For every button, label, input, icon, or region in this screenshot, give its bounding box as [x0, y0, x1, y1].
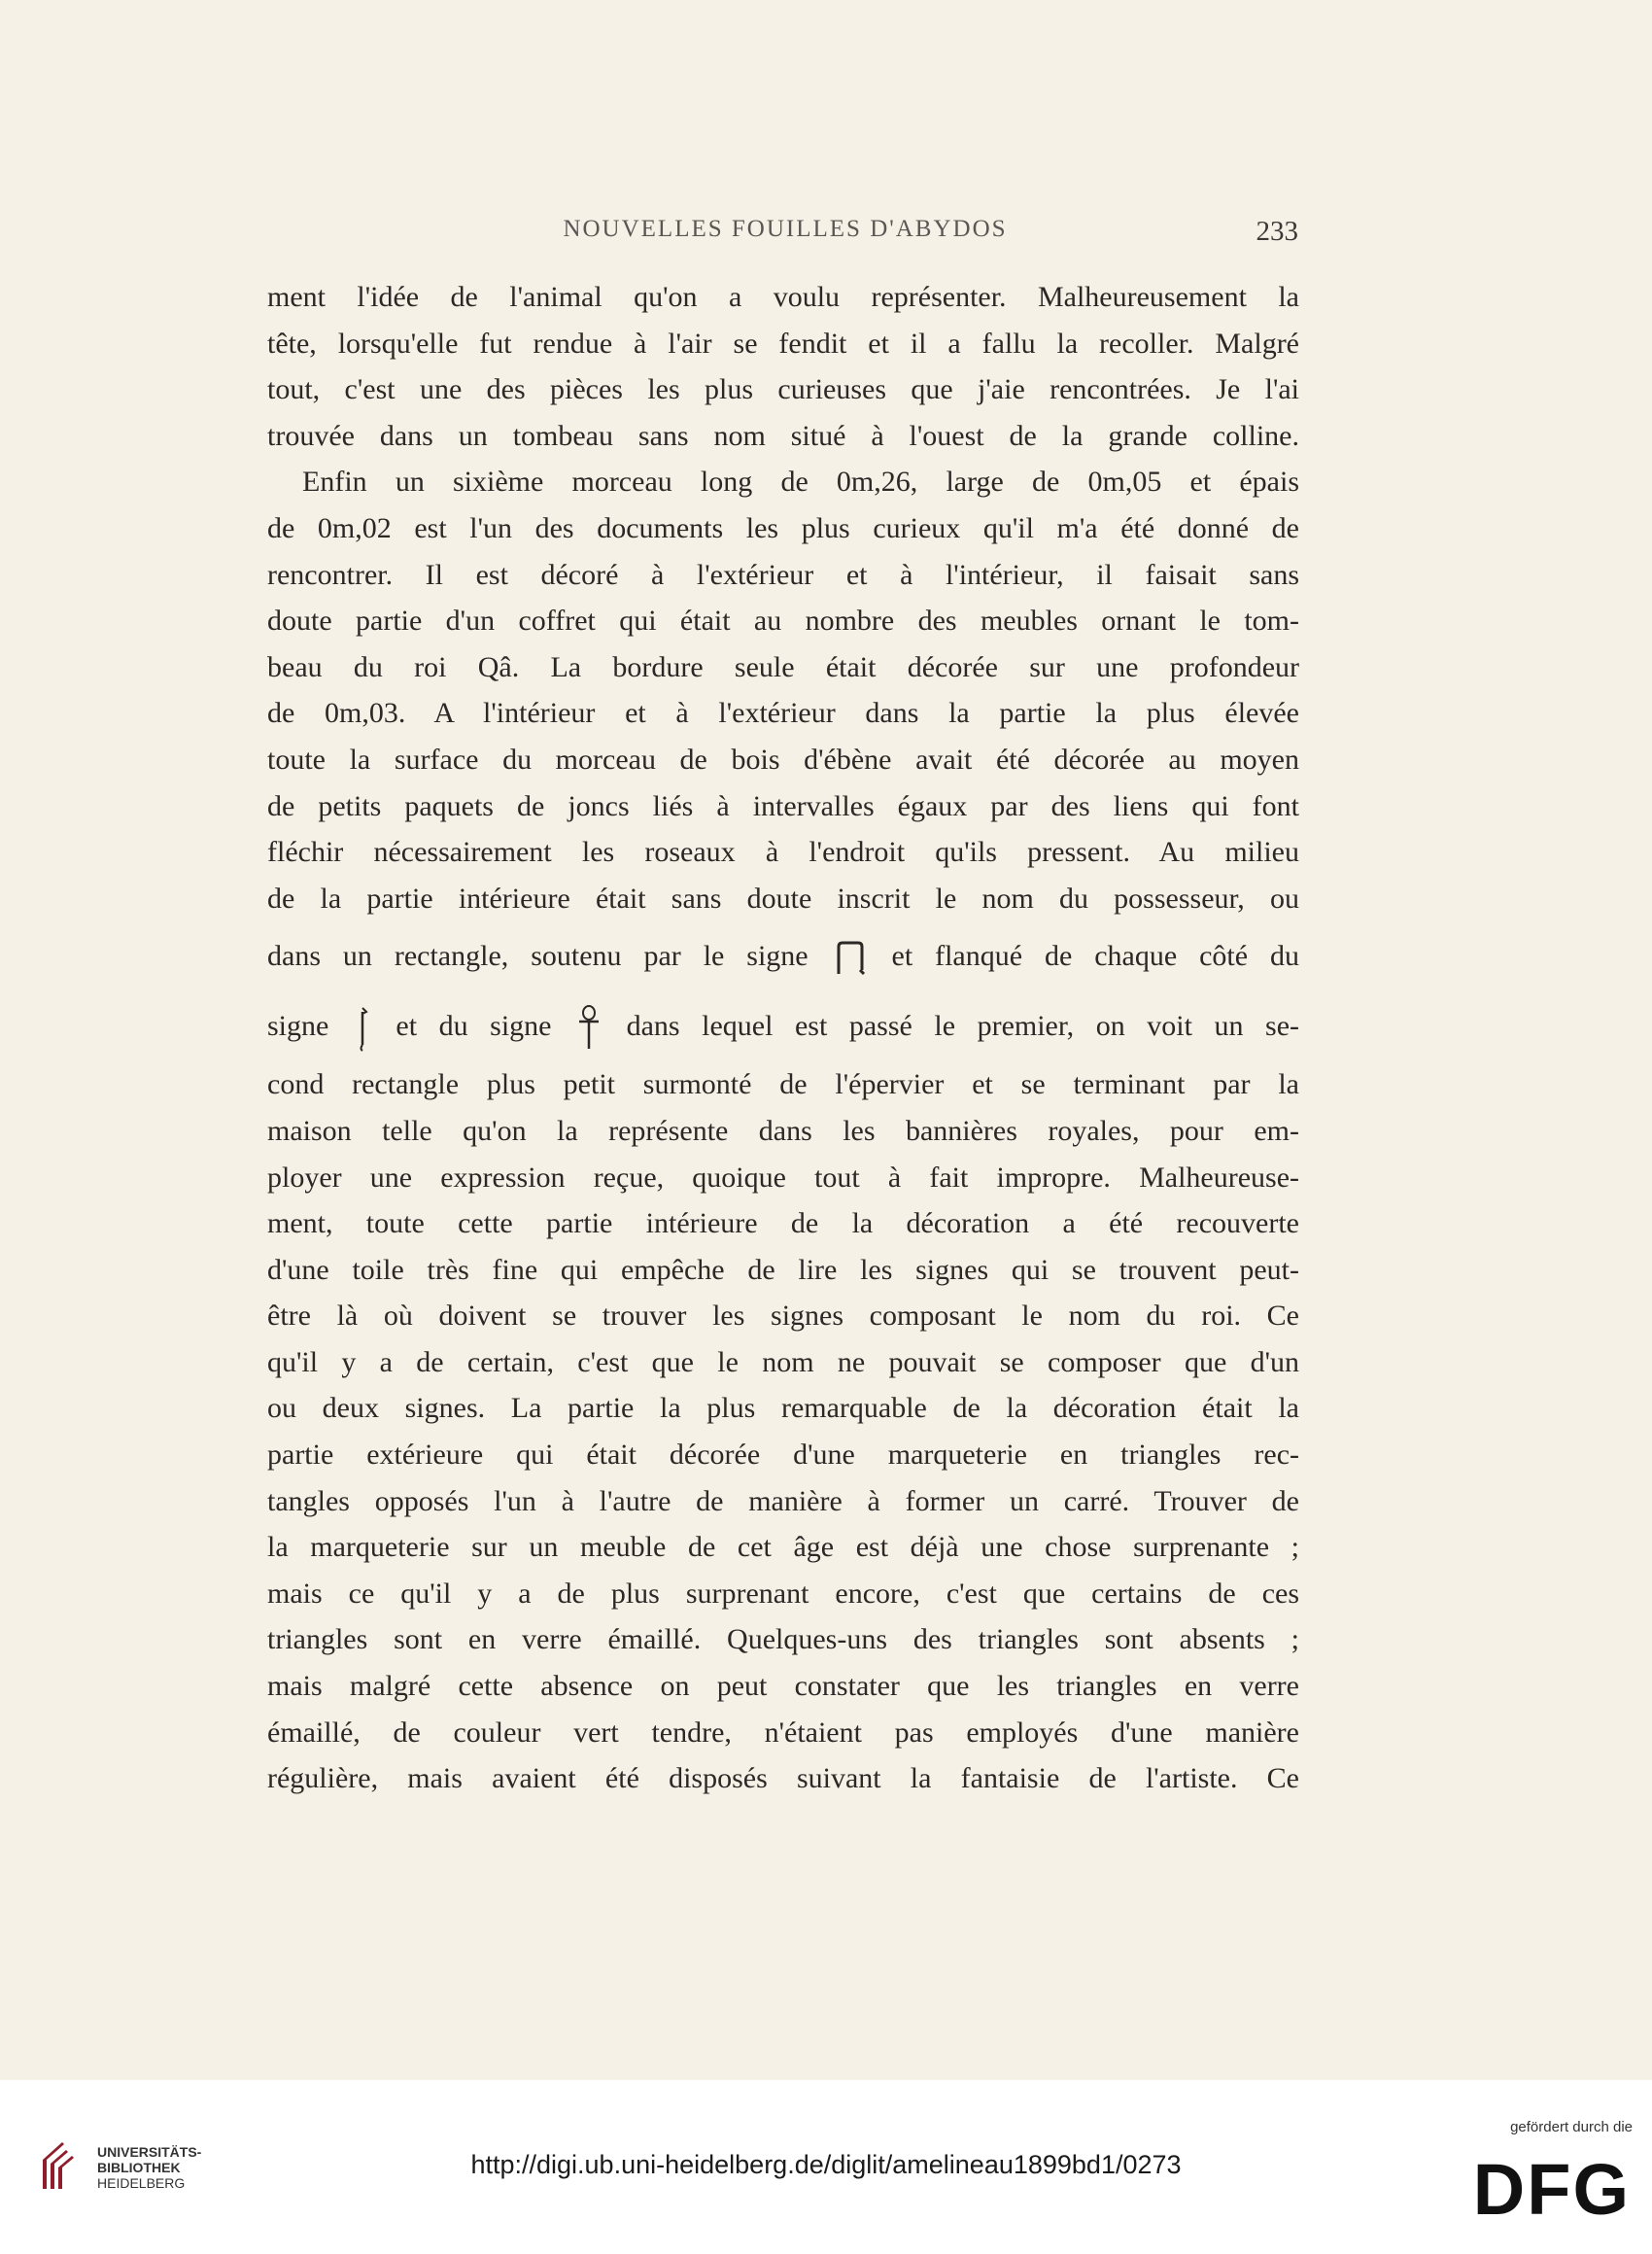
- text-line: être là où doivent se trouver les signes composant le nom du roi. Ce: [267, 1300, 1299, 1333]
- permalink-url[interactable]: http://digi.ub.uni-heidelberg.de/diglit/amelineau1899bd1/0273: [470, 2150, 1182, 2179]
- library-footer: [0, 2080, 1652, 2254]
- text-line: de 0m,02 est l'un des documents les plus curieux qu'il m'a été donné de: [267, 511, 1299, 544]
- text-line: fléchir nécessairement les roseaux à l'endroit qu'ils pressent. Au milieu: [267, 836, 1299, 869]
- text-line: triangles sont en verre émaillé. Quelques-uns des triangles sont absents ;: [267, 1623, 1299, 1656]
- institution-line: BIBLIOTHEK: [97, 2160, 181, 2175]
- text-line: Enfin un sixième morceau long de 0m,26, large de 0m,05 et épais: [302, 466, 1299, 499]
- text-line: tête, lorsqu'elle fut rendue à l'air se fendit et il a fallu la recoller. Malgré: [267, 327, 1299, 360]
- text-line: régulière, mais avaient été disposés suivant la fantaisie de l'artiste. Ce: [267, 1762, 1299, 1795]
- text-line: rencontrer. Il est décoré à l'extérieur et à l'intérieur, il faisait sans: [267, 558, 1299, 591]
- text-segment: et flanqué de chaque côté du: [891, 940, 1299, 973]
- hieroglyph-shrine-icon: [835, 941, 866, 976]
- text-line: tangles opposés l'un à l'autre de manière à former un carré. Trouver de: [267, 1484, 1299, 1517]
- text-line: beau du roi Qâ. La bordure seule était décorée sur une profondeur: [267, 650, 1299, 683]
- text-segment: et du signe: [396, 1010, 552, 1043]
- hieroglyph-sceptre-icon: [355, 1004, 370, 1053]
- running-title: NOUVELLES FOUILLES D'ABYDOS: [563, 216, 1008, 242]
- text-line: de la partie intérieure était sans doute inscrit le nom du possesseur, ou: [267, 882, 1299, 915]
- text-line: ment, toute cette partie intérieure de la décoration a été recouverte: [267, 1207, 1299, 1240]
- institution-line: HEIDELBERG: [97, 2175, 186, 2191]
- institution-line: UNIVERSITÄTS-: [97, 2144, 202, 2160]
- text-line: trouvée dans un tombeau sans nom situé à l'ouest de la grande colline.: [267, 419, 1299, 452]
- text-segment: signe: [267, 1010, 329, 1043]
- text-line: cond rectangle plus petit surmonté de l'épervier et se terminant par la: [267, 1068, 1299, 1101]
- text-segment: dans un rectangle, soutenu par le signe: [267, 940, 809, 973]
- text-line-with-glyph: [267, 921, 1299, 991]
- text-line: qu'il y a de certain, c'est que le nom ne pouvait se composer que d'un: [267, 1345, 1299, 1378]
- text-line: tout, c'est une des pièces les plus curieuses que j'aie rencontrées. Je l'ai: [267, 373, 1299, 406]
- text-line: ployer une expression reçue, quoique tout à fait impropre. Malheureuse-: [267, 1161, 1299, 1194]
- text-line: mais ce qu'il y a de plus surprenant encore, c'est que certains de ces: [267, 1577, 1299, 1610]
- page-number: 233: [1256, 216, 1298, 247]
- text-line: maison telle qu'on la représente dans les bannières royales, pour em-: [267, 1114, 1299, 1147]
- text-line: doute partie d'un coffret qui était au nombre des meubles ornant le tom-: [267, 605, 1299, 638]
- funded-by-label: gefördert durch die: [1510, 2119, 1633, 2135]
- text-line: ment l'idée de l'animal qu'on a voulu représenter. Malheureusement la: [267, 281, 1299, 313]
- text-line: émaillé, de couleur vert tendre, n'étaient pas employés d'une manière: [267, 1716, 1299, 1749]
- dfg-logo: DFG: [1472, 2149, 1631, 2230]
- text-line: toute la surface du morceau de bois d'ébène avait été décorée au moyen: [267, 743, 1299, 776]
- text-segment: dans lequel est passé le premier, on voit un se-: [626, 1010, 1299, 1043]
- text-line: de 0m,03. A l'intérieur et à l'extérieur dans la partie la plus élevée: [267, 697, 1299, 730]
- page-header: [272, 216, 1298, 255]
- text-line-with-glyph: [267, 991, 1299, 1061]
- hieroglyph-ankh-icon: [577, 1004, 601, 1053]
- body-text: [267, 274, 1299, 1802]
- text-line: la marqueterie sur un meuble de cet âge est déjà une chose surprenante ;: [267, 1531, 1299, 1564]
- text-line: ou deux signes. La partie la plus remarquable de la décoration était la: [267, 1392, 1299, 1425]
- text-line: de petits paquets de joncs liés à intervalles égaux par des liens qui font: [267, 789, 1299, 822]
- text-line: partie extérieure qui était décorée d'une marqueterie en triangles rec-: [267, 1439, 1299, 1472]
- text-line: d'une toile très fine qui empêche de lire les signes qui se trouvent peut-: [267, 1253, 1299, 1286]
- text-line: mais malgré cette absence on peut constater que les triangles en verre: [267, 1670, 1299, 1703]
